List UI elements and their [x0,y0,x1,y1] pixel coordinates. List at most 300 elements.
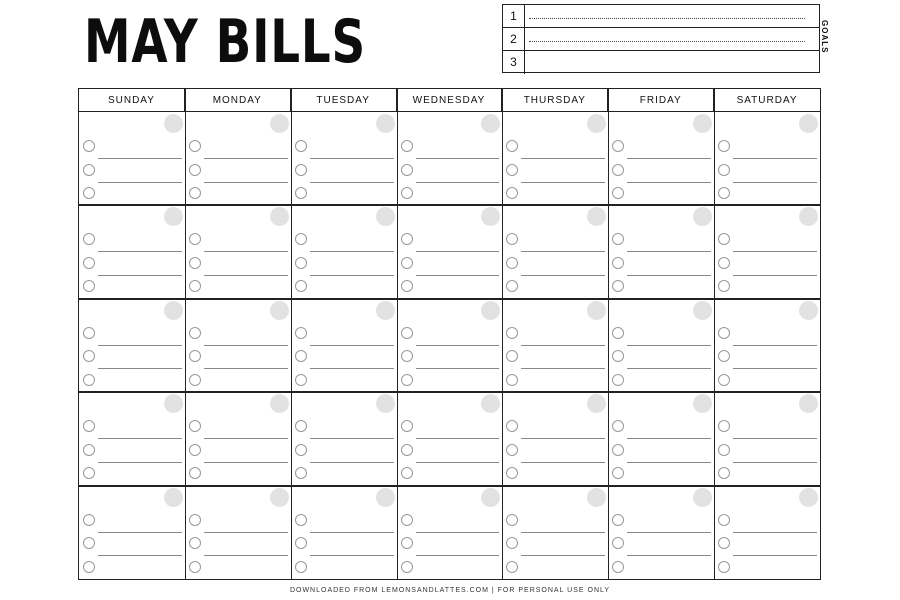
date-circle [270,394,289,413]
weekday-header: TUESDAY [291,89,397,112]
checkbox-circle-icon[interactable] [718,187,730,199]
bill-entry[interactable] [400,463,500,486]
day-cell[interactable] [397,486,503,579]
checkbox-circle-icon[interactable] [401,164,413,176]
goals-box [502,4,820,73]
date-circle [693,207,712,226]
footer-note: DOWNLOADED FROM LEMONSANDLATTES.COM | FOR PERSONAL USE ONLY [289,587,611,594]
bill-entry[interactable] [505,533,605,556]
checkbox-circle-icon[interactable] [506,140,518,152]
checkbox-circle-icon[interactable] [295,257,307,269]
date-circle [164,488,183,507]
weekday-header: SUNDAY [79,89,185,112]
bill-entry[interactable] [188,323,288,346]
bill-entry[interactable] [611,510,711,533]
bill-entry[interactable] [505,183,605,206]
checkbox-circle-icon[interactable] [83,327,95,339]
checkbox-circle-icon[interactable] [295,233,307,245]
bill-entry[interactable] [82,229,182,252]
date-circle [693,488,712,507]
day-cell[interactable] [79,299,185,392]
checkbox-circle-icon[interactable] [718,537,730,549]
checkbox-circle-icon[interactable] [83,257,95,269]
date-circle [481,301,500,320]
bill-entry[interactable] [717,370,817,393]
checkbox-circle-icon[interactable] [189,537,201,549]
bill-entry[interactable] [611,229,711,252]
checkbox-circle-icon[interactable] [401,350,413,362]
bill-entry[interactable] [188,557,288,580]
checkbox-circle-icon[interactable] [612,280,624,292]
checkbox-circle-icon[interactable] [506,420,518,432]
bill-entry[interactable] [717,229,817,252]
bill-entry[interactable] [505,416,605,439]
checkbox-circle-icon[interactable] [189,420,201,432]
bill-entry[interactable] [505,346,605,369]
date-circle [587,114,606,133]
checkbox-circle-icon[interactable] [401,537,413,549]
checkbox-circle-icon[interactable] [612,514,624,526]
bill-entry[interactable] [294,160,394,183]
date-circle [693,114,712,133]
date-circle [587,301,606,320]
day-cell[interactable] [714,299,820,392]
bill-entry[interactable] [294,440,394,463]
bill-entry[interactable] [611,136,711,159]
checkbox-circle-icon[interactable] [295,350,307,362]
bill-entry[interactable] [717,183,817,206]
checkbox-circle-icon[interactable] [83,537,95,549]
checkbox-circle-icon[interactable] [718,374,730,386]
day-cell[interactable] [79,205,185,298]
bill-entry[interactable] [400,160,500,183]
bill-entry[interactable] [400,323,500,346]
checkbox-circle-icon[interactable] [718,514,730,526]
bill-entry[interactable] [294,370,394,393]
bill-entry[interactable] [294,183,394,206]
date-circle [481,114,500,133]
bill-entry[interactable] [717,463,817,486]
bill-entry[interactable] [400,533,500,556]
day-cell[interactable] [502,205,608,298]
bill-entry[interactable] [294,416,394,439]
checkbox-circle-icon[interactable] [295,280,307,292]
day-cell[interactable] [714,392,820,485]
day-cell[interactable] [608,486,714,579]
checkbox-circle-icon[interactable] [401,374,413,386]
bill-entry[interactable] [717,416,817,439]
checkbox-circle-icon[interactable] [612,561,624,573]
checkbox-circle-icon[interactable] [612,350,624,362]
bill-entry[interactable] [188,136,288,159]
weekday-header: MONDAY [185,89,291,112]
bill-entry[interactable] [294,533,394,556]
checkbox-circle-icon[interactable] [189,514,201,526]
checkbox-circle-icon[interactable] [506,233,518,245]
goal-row[interactable] [503,28,819,51]
day-cell[interactable] [79,486,185,579]
bill-entry[interactable] [294,346,394,369]
bill-entry[interactable] [505,463,605,486]
checkbox-circle-icon[interactable] [401,327,413,339]
checkbox-circle-icon[interactable] [612,467,624,479]
checkbox-circle-icon[interactable] [506,537,518,549]
date-circle [587,207,606,226]
bill-entry[interactable] [400,440,500,463]
day-cell[interactable] [291,299,397,392]
checkbox-circle-icon[interactable] [295,140,307,152]
checkbox-circle-icon[interactable] [506,467,518,479]
date-circle [164,301,183,320]
checkbox-circle-icon[interactable] [612,187,624,199]
goal-number: 2 [503,28,525,51]
day-cell[interactable] [608,299,714,392]
checkbox-circle-icon[interactable] [506,187,518,199]
checkbox-circle-icon[interactable] [83,420,95,432]
bill-entry[interactable] [188,253,288,276]
date-circle [693,394,712,413]
bill-entry[interactable] [717,557,817,580]
checkbox-circle-icon[interactable] [83,514,95,526]
checkbox-circle-icon[interactable] [506,444,518,456]
checkbox-circle-icon[interactable] [718,233,730,245]
bill-entry[interactable] [400,370,500,393]
checkbox-circle-icon[interactable] [189,444,201,456]
checkbox-circle-icon[interactable] [189,467,201,479]
checkbox-circle-icon[interactable] [189,233,201,245]
date-circle [799,394,818,413]
bill-entry[interactable] [188,416,288,439]
checkbox-circle-icon[interactable] [718,561,730,573]
checkbox-circle-icon[interactable] [189,561,201,573]
bill-entry[interactable] [717,276,817,299]
goal-line[interactable] [529,18,805,19]
bill-entry[interactable] [611,253,711,276]
checkbox-circle-icon[interactable] [189,164,201,176]
weekday-header: FRIDAY [608,89,714,112]
checkbox-circle-icon[interactable] [83,467,95,479]
date-circle [270,114,289,133]
checkbox-circle-icon[interactable] [718,327,730,339]
bill-entry[interactable] [294,253,394,276]
checkbox-circle-icon[interactable] [295,187,307,199]
checkbox-circle-icon[interactable] [506,374,518,386]
bill-entry[interactable] [717,253,817,276]
checkbox-circle-icon[interactable] [718,140,730,152]
bill-entry[interactable] [400,183,500,206]
date-circle [799,488,818,507]
bill-entry[interactable] [82,416,182,439]
checkbox-circle-icon[interactable] [612,420,624,432]
day-cell[interactable] [502,299,608,392]
date-circle [164,207,183,226]
checkbox-circle-icon[interactable] [83,164,95,176]
bill-entry[interactable] [188,370,288,393]
bill-entry[interactable] [611,370,711,393]
weekday-header: SATURDAY [714,89,820,112]
date-circle [799,207,818,226]
checkbox-circle-icon[interactable] [612,327,624,339]
goal-number: 3 [503,51,525,74]
bill-entry[interactable] [82,463,182,486]
day-cell[interactable] [608,205,714,298]
bill-entry[interactable] [717,533,817,556]
bill-entry[interactable] [400,229,500,252]
date-circle [164,394,183,413]
bill-entry[interactable] [505,253,605,276]
checkbox-circle-icon[interactable] [718,164,730,176]
bill-entry[interactable] [717,136,817,159]
goal-line[interactable] [529,41,805,42]
date-circle [376,114,395,133]
checkbox-circle-icon[interactable] [83,280,95,292]
checkbox-circle-icon[interactable] [718,350,730,362]
date-circle [270,301,289,320]
checkbox-circle-icon[interactable] [295,420,307,432]
date-circle [270,488,289,507]
bill-entry[interactable] [717,510,817,533]
bill-entry[interactable] [82,276,182,299]
checkbox-circle-icon[interactable] [718,420,730,432]
bill-entry[interactable] [717,323,817,346]
day-cell[interactable] [291,112,397,205]
bill-entry[interactable] [611,160,711,183]
bill-entry[interactable] [294,136,394,159]
date-circle [799,301,818,320]
bill-entry[interactable] [82,346,182,369]
checkbox-circle-icon[interactable] [612,537,624,549]
checkbox-circle-icon[interactable] [189,327,201,339]
bill-entry[interactable] [188,276,288,299]
bill-entry[interactable] [82,183,182,206]
bill-entry[interactable] [611,440,711,463]
bill-entry[interactable] [611,533,711,556]
weekday-header: WEDNESDAY [397,89,503,112]
bill-entry[interactable] [611,416,711,439]
checkbox-circle-icon[interactable] [612,164,624,176]
bill-entry[interactable] [717,160,817,183]
checkbox-circle-icon[interactable] [401,561,413,573]
bill-entry[interactable] [82,510,182,533]
bill-entry[interactable] [82,253,182,276]
date-circle [481,207,500,226]
bill-entry[interactable] [188,533,288,556]
checkbox-circle-icon[interactable] [189,257,201,269]
bill-entry[interactable] [188,183,288,206]
day-cell[interactable] [79,392,185,485]
bill-entry[interactable] [82,533,182,556]
date-circle [376,394,395,413]
checkbox-circle-icon[interactable] [401,420,413,432]
bill-entry[interactable] [82,440,182,463]
bill-entry[interactable] [505,370,605,393]
checkbox-circle-icon[interactable] [83,233,95,245]
date-circle [693,301,712,320]
bill-entry[interactable] [611,346,711,369]
checkbox-circle-icon[interactable] [506,514,518,526]
checkbox-circle-icon[interactable] [401,444,413,456]
day-cell[interactable] [185,392,291,485]
bill-entry[interactable] [294,463,394,486]
checkbox-circle-icon[interactable] [83,140,95,152]
checkbox-circle-icon[interactable] [401,514,413,526]
checkbox-circle-icon[interactable] [83,187,95,199]
checkbox-circle-icon[interactable] [295,374,307,386]
checkbox-circle-icon[interactable] [189,280,201,292]
checkbox-circle-icon[interactable] [506,327,518,339]
checkbox-circle-icon[interactable] [189,350,201,362]
date-circle [481,488,500,507]
checkbox-circle-icon[interactable] [401,140,413,152]
checkbox-circle-icon[interactable] [612,444,624,456]
bill-entry[interactable] [82,160,182,183]
checkbox-circle-icon[interactable] [83,350,95,362]
bill-entry[interactable] [82,557,182,580]
bill-entry[interactable] [611,183,711,206]
date-circle [799,114,818,133]
checkbox-circle-icon[interactable] [718,257,730,269]
checkbox-circle-icon[interactable] [612,257,624,269]
date-circle [587,394,606,413]
checkbox-circle-icon[interactable] [506,350,518,362]
bill-entry[interactable] [717,346,817,369]
bill-entry[interactable] [294,276,394,299]
bill-entry[interactable] [505,557,605,580]
day-cell[interactable] [714,205,820,298]
date-circle [164,114,183,133]
bill-entry[interactable] [400,416,500,439]
checkbox-circle-icon[interactable] [83,374,95,386]
weekday-header: THURSDAY [502,89,608,112]
bill-entry[interactable] [611,276,711,299]
day-cell[interactable] [397,112,503,205]
bill-entry[interactable] [294,557,394,580]
day-cell[interactable] [291,486,397,579]
bill-entry[interactable] [505,323,605,346]
checkbox-circle-icon[interactable] [83,444,95,456]
date-circle [376,207,395,226]
checkbox-circle-icon[interactable] [612,374,624,386]
goal-row[interactable] [503,51,819,74]
bill-entry[interactable] [400,557,500,580]
checkbox-circle-icon[interactable] [401,257,413,269]
calendar-grid [78,88,821,580]
checkbox-circle-icon[interactable] [295,514,307,526]
checkbox-circle-icon[interactable] [189,374,201,386]
bill-entry[interactable] [82,136,182,159]
day-cell[interactable] [185,486,291,579]
goals-label: GOALS [820,20,829,54]
bill-entry[interactable] [188,510,288,533]
day-cell[interactable] [79,112,185,205]
bill-entry[interactable] [188,346,288,369]
bill-entry[interactable] [505,440,605,463]
checkbox-circle-icon[interactable] [83,561,95,573]
day-cell[interactable] [185,112,291,205]
date-circle [587,488,606,507]
checkbox-circle-icon[interactable] [401,187,413,199]
bill-entry[interactable] [611,557,711,580]
bill-entry[interactable] [188,440,288,463]
date-circle [270,207,289,226]
day-cell[interactable] [397,392,503,485]
day-cell[interactable] [502,486,608,579]
checkbox-circle-icon[interactable] [295,537,307,549]
checkbox-circle-icon[interactable] [401,280,413,292]
bill-entry[interactable] [611,463,711,486]
day-cell[interactable] [502,392,608,485]
bill-entry[interactable] [294,229,394,252]
checkbox-circle-icon[interactable] [295,164,307,176]
day-cell[interactable] [291,205,397,298]
day-cell[interactable] [397,299,503,392]
checkbox-circle-icon[interactable] [612,140,624,152]
bill-entry[interactable] [505,160,605,183]
date-circle [376,488,395,507]
goal-row[interactable] [503,5,819,28]
checkbox-circle-icon[interactable] [612,233,624,245]
bill-entry[interactable] [611,323,711,346]
bill-entry[interactable] [82,370,182,393]
goal-number: 1 [503,5,525,28]
checkbox-circle-icon[interactable] [718,444,730,456]
day-cell[interactable] [608,392,714,485]
bill-entry[interactable] [400,276,500,299]
day-cell[interactable] [502,112,608,205]
day-cell[interactable] [185,205,291,298]
page-title: MAY BILLS [84,7,366,77]
date-circle [481,394,500,413]
bill-entry[interactable] [188,160,288,183]
bill-entry[interactable] [188,229,288,252]
bill-entry[interactable] [505,229,605,252]
date-circle [376,301,395,320]
bill-entry[interactable] [400,136,500,159]
checkbox-circle-icon[interactable] [401,467,413,479]
checkbox-circle-icon[interactable] [506,280,518,292]
bill-entry[interactable] [294,323,394,346]
day-cell[interactable] [397,205,503,298]
bill-entry[interactable] [400,510,500,533]
checkbox-circle-icon[interactable] [718,467,730,479]
bill-entry[interactable] [505,136,605,159]
day-cell[interactable] [608,112,714,205]
checkbox-circle-icon[interactable] [506,561,518,573]
bill-entry[interactable] [505,276,605,299]
day-cell[interactable] [291,392,397,485]
bill-entry[interactable] [188,463,288,486]
checkbox-circle-icon[interactable] [295,327,307,339]
day-cell[interactable] [714,486,820,579]
bill-entry[interactable] [717,440,817,463]
checkbox-circle-icon[interactable] [506,257,518,269]
checkbox-circle-icon[interactable] [295,444,307,456]
day-cell[interactable] [714,112,820,205]
day-cell[interactable] [185,299,291,392]
bill-entry[interactable] [505,510,605,533]
bill-entry[interactable] [400,346,500,369]
checkbox-circle-icon[interactable] [295,561,307,573]
bill-entry[interactable] [400,253,500,276]
checkbox-circle-icon[interactable] [718,280,730,292]
checkbox-circle-icon[interactable] [506,164,518,176]
bill-entry[interactable] [82,323,182,346]
checkbox-circle-icon[interactable] [401,233,413,245]
checkbox-circle-icon[interactable] [189,187,201,199]
checkbox-circle-icon[interactable] [295,467,307,479]
bill-entry[interactable] [294,510,394,533]
checkbox-circle-icon[interactable] [189,140,201,152]
